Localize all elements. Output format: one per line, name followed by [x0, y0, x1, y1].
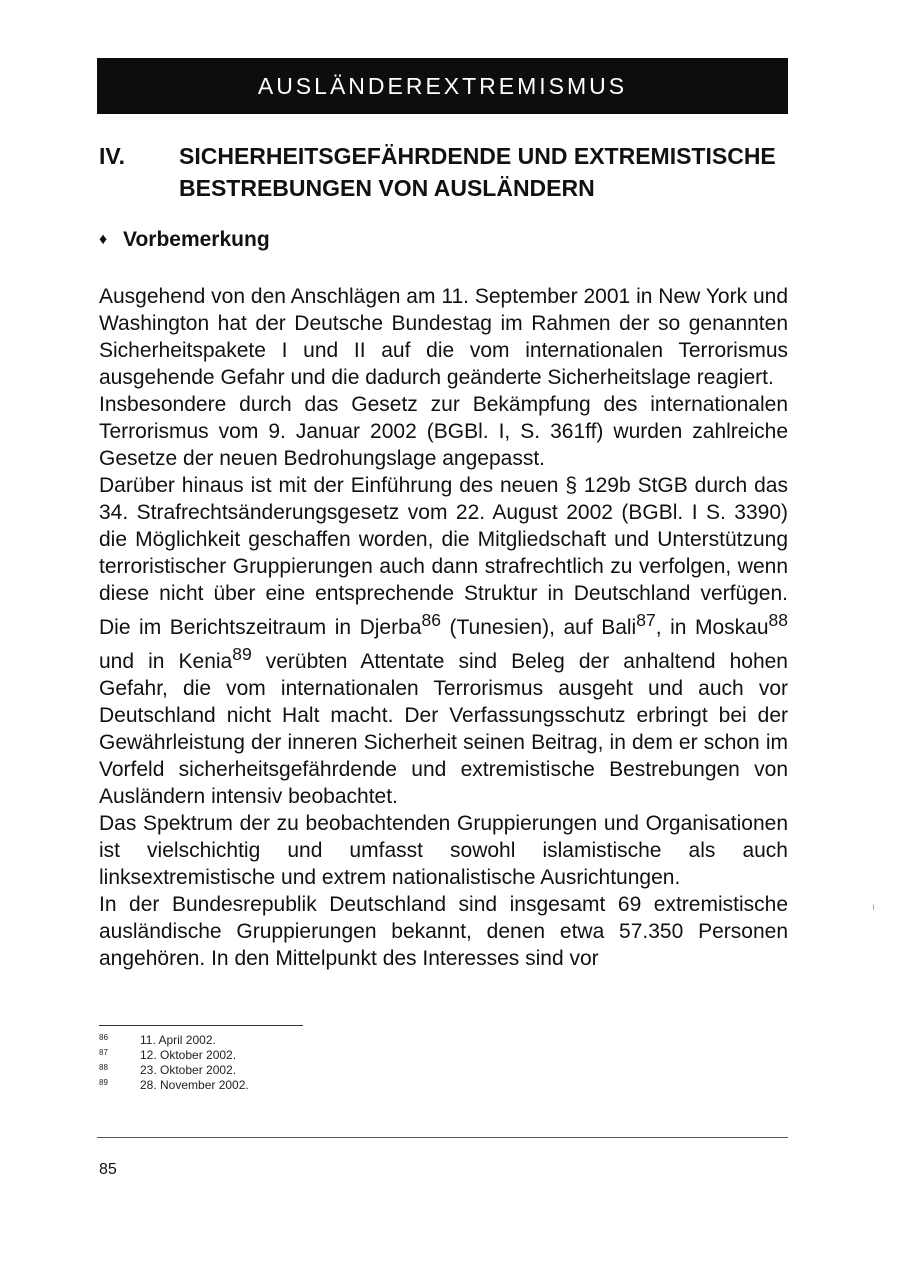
paragraph-3-text-e: verübten Attentate sind Beleg der anhaltend hohen Gefahr, die vom internationalen Terrorismus ausgeht und auch vor Deutschland nicht Halt macht. Der Verfassungsschutz erbringt bei der Gewährleistung der inneren Sicherheit seinen Beitrag, in dem er schon im Vorfeld sicherheitsgefährdende und extremistische Bestrebungen von Ausländern intensiv beobachtet. — [99, 650, 788, 808]
paragraph-2: Insbesondere durch das Gesetz zur Bekämpfung des internationalen Terrorismus vom 9. Januar 2002 (BGBl. I, S. 361ff) wurden zahlreiche Gesetze der neuen Bedrohungslage angepasst. — [99, 393, 788, 470]
footnote-mark: 88 — [99, 1063, 108, 1072]
scan-speck: ı — [872, 902, 875, 913]
paragraph-3-text-a: Darüber hinaus ist mit der Einführung des neuen § 129b StGB durch das 34. Strafrechtsänderungsgesetz vom 22. August 2002 (BGBl. I S. 3390) die Möglichkeit geschaffen worden, die Mitgliedschaft und Unterstützung terroristischer Gruppierungen auch dann strafrechtlich zu verfolgen, wenn diese nicht über eine entsprechende Struktur in Deutschland verfügen. Die im Berichtszeitraum in Djerba — [99, 474, 788, 639]
page-footer-rule — [97, 1137, 788, 1138]
page-number: 85 — [99, 1161, 117, 1178]
footnote-text: 12. Oktober 2002. — [140, 1048, 237, 1062]
footnote-mark: 86 — [99, 1033, 108, 1042]
paragraph-1: Ausgehend von den Anschlägen am 11. September 2001 in New York und Washington hat der Deutsche Bundestag im Rahmen der so genannten Sicherheitspakete I und II auf die vom internationalen Terrorismus ausgehende Gefahr und die dadurch geänderte Sicherheitslage reagiert. — [99, 285, 788, 389]
paragraph-3 — [99, 472, 788, 810]
footnote-ref-88: 88 — [768, 610, 788, 630]
paragraph-4: Das Spektrum der zu beobachtenden Gruppierungen und Organisationen ist vielschichtig und umfasst sowohl islamistische als auch linksextremistische und extrem nationalistische Ausrichtungen. — [99, 812, 788, 889]
paragraph-5: In der Bundesrepublik Deutschland sind insgesamt 69 extremistische ausländische Gruppierungen bekannt, denen etwa 57.350 Personen angehören. In den Mittelpunkt des Interesses sind vor — [99, 893, 788, 970]
section-title: SICHERHEITSGEFÄHRDENDE UND EXTREMISTISCHE BESTREBUNGEN VON AUSLÄNDERN — [179, 143, 776, 201]
footnote-text: 11. April 2002. — [140, 1033, 216, 1047]
chapter-banner — [97, 58, 788, 114]
diamond-bullet-icon: ♦ — [99, 231, 108, 248]
footnote-mark: 87 — [99, 1048, 108, 1057]
chapter-banner-title: AUSLÄNDEREXTREMISMUS — [257, 72, 628, 99]
footnote-text: 23. Oktober 2002. — [140, 1063, 237, 1077]
paragraph-3-text-d: und in Kenia — [99, 650, 233, 673]
subheading — [99, 225, 270, 255]
footnote-mark: 89 — [99, 1078, 108, 1087]
footnote-ref-87: 87 — [636, 610, 656, 630]
body-text — [99, 283, 788, 972]
footnote-separator — [99, 1025, 303, 1026]
footnote-ref-89: 89 — [232, 644, 252, 664]
subheading-text: Vorbemerkung — [123, 228, 270, 251]
paragraph-3-text-c: , in Moskau — [655, 616, 769, 639]
footnote-text: 28. November 2002. — [140, 1078, 249, 1092]
section-number: IV. — [99, 143, 126, 169]
footnote-ref-86: 86 — [421, 610, 441, 630]
paragraph-3-text-b: (Tunesien), auf Bali — [440, 616, 637, 639]
